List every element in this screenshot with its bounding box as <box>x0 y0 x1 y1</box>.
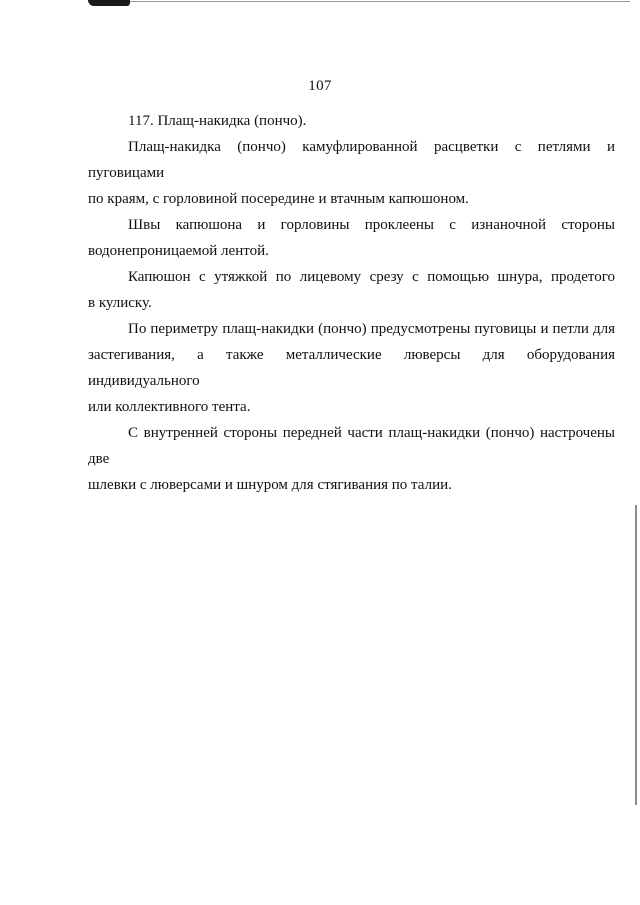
paragraph-line: Капюшон с утяжкой по лицевому срезу с помощью шнура, продетого <box>128 269 615 285</box>
paragraph-line: водонепроницаемой лентой. <box>88 243 269 259</box>
paragraph-hood <box>88 264 615 316</box>
paragraph-line: Швы капюшона и горловины проклеены с изнаночной стороны <box>128 217 615 233</box>
paragraph-line: С внутренней стороны передней части плащ-накидки (пончо) настрочены две <box>88 425 615 467</box>
paragraph-line: по краям, с горловиной посередине и втачным капюшоном. <box>88 191 469 207</box>
scan-edge-line-top <box>130 1 630 2</box>
paragraph-line: шлевки с люверсами и шнуром для стягивания по талии. <box>88 477 452 493</box>
section-heading: 117. Плащ-накидка (пончо). <box>128 113 307 129</box>
paragraph-description <box>88 134 615 212</box>
page-number: 107 <box>308 78 332 94</box>
paragraph-inner-side <box>88 420 615 498</box>
paragraph-line: Плащ-накидка (пончо) камуфлированной расцветки с петлями и пуговицами <box>88 139 615 181</box>
document-body <box>88 108 615 498</box>
scan-edge-line-right <box>635 505 637 805</box>
paragraph-seams <box>88 212 615 264</box>
paragraph-line: в кулиску. <box>88 295 152 311</box>
paragraph-line: По периметру плащ-накидки (пончо) предусмотрены пуговицы и петли для <box>128 321 615 337</box>
paragraph-line: или коллективного тента. <box>88 399 251 415</box>
scan-artifact-top <box>88 0 130 6</box>
paragraph-line: застегивания, а также металлические люверсы для оборудования индивидуального <box>88 347 615 389</box>
paragraph-perimeter <box>88 316 615 420</box>
